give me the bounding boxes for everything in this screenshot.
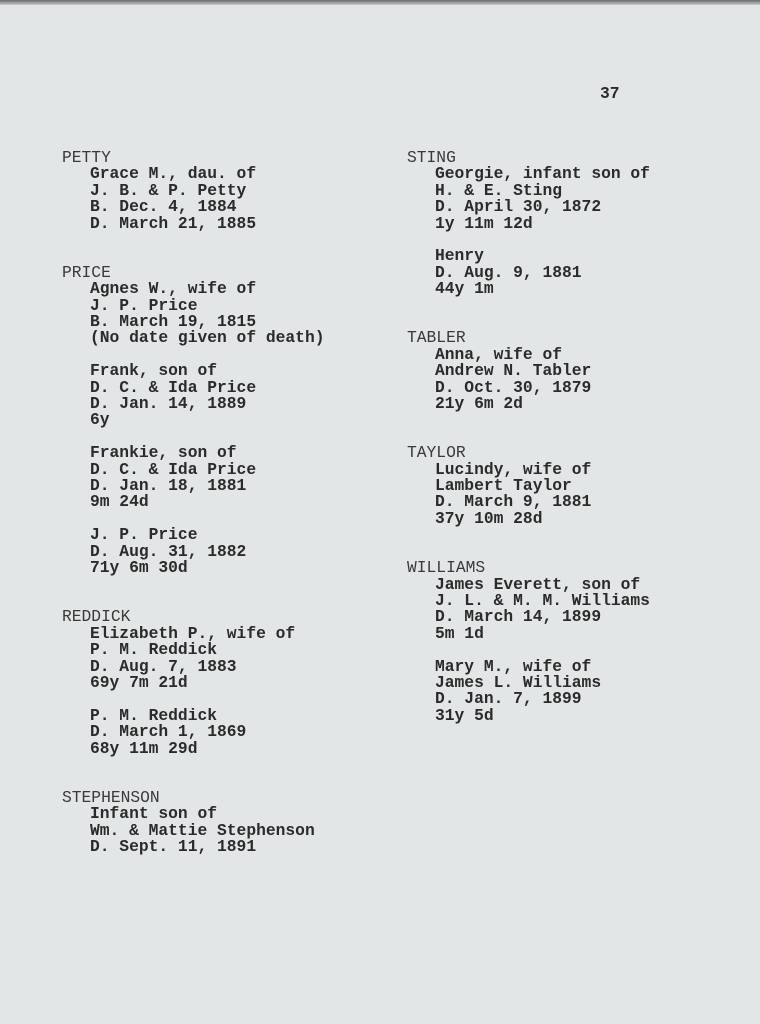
- entry-line: Wm. & Mattie Stephenson: [90, 820, 315, 840]
- entry-line: H. & E. Sting: [435, 180, 563, 200]
- entry-line: J. P. Price: [90, 295, 198, 315]
- entry-line: Mary M., wife of: [435, 656, 592, 676]
- entry-line: D. March 21, 1885: [90, 213, 257, 233]
- entry-line: Lucindy, wife of: [435, 459, 592, 479]
- surname-heading: STEPHENSON: [62, 787, 160, 807]
- entry-line: 71y 6m 30d: [90, 558, 188, 578]
- surname-heading: PRICE: [62, 262, 111, 282]
- burial-entry: [62, 806, 325, 855]
- entry-line: D. C. & Ida Price: [90, 459, 257, 479]
- page-top-edge: [0, 0, 760, 5]
- entry-line: 44y 1m: [435, 279, 494, 299]
- entry-line: Grace M., dau. of: [90, 164, 257, 184]
- entry-line: Lambert Taylor: [435, 476, 572, 496]
- surname-heading: STING: [407, 148, 456, 167]
- entry-line: 31y 5d: [435, 705, 494, 725]
- entry-line: J. B. & P. Petty: [90, 180, 247, 200]
- entry-line: Anna, wife of: [435, 344, 563, 364]
- entry-line: B. March 19, 1815: [90, 312, 257, 332]
- burial-entry: [407, 344, 650, 414]
- entry-line: D. Jan. 18, 1881: [90, 476, 247, 496]
- burial-entry: [407, 459, 650, 528]
- entry-line: 69y 7m 21d: [90, 672, 188, 692]
- entry-line: D. April 30, 1872: [435, 197, 602, 217]
- entry-line: 5m 1d: [435, 623, 484, 643]
- entry-line: 1y 11m 12d: [435, 213, 533, 233]
- surname-heading: TABLER: [407, 328, 466, 348]
- burial-entry: [407, 656, 650, 725]
- entry-line: James Everett, son of: [435, 574, 641, 594]
- family-record: [62, 262, 325, 578]
- family-record: [62, 787, 325, 856]
- entry-line: D. Oct. 30, 1879: [435, 377, 592, 397]
- entry-line: 6y: [90, 410, 110, 430]
- family-record: [407, 445, 650, 527]
- entry-line: D. Aug. 31, 1882: [90, 541, 247, 561]
- entry-line: Frankie, son of: [90, 443, 237, 463]
- entry-line: P. M. Reddick: [90, 640, 218, 660]
- entry-line: Georgie, infant son of: [435, 164, 650, 184]
- entry-line: 68y 11m 29d: [90, 738, 198, 758]
- entry-line: 21y 6m 2d: [435, 394, 523, 414]
- family-record: [62, 150, 325, 232]
- entry-line: James L. Williams: [435, 672, 602, 692]
- burial-entry: [62, 166, 325, 232]
- burial-entry: [407, 166, 650, 232]
- entry-line: J. L. & M. M. Williams: [435, 590, 650, 610]
- burial-entry: [62, 363, 325, 429]
- entry-line: D. March 14, 1899: [435, 607, 602, 627]
- entry-line: D. Aug. 7, 1883: [90, 656, 237, 676]
- entry-line: D. C. & Ida Price: [90, 377, 257, 397]
- entry-line: Andrew N. Tabler: [435, 361, 592, 381]
- entry-line: J. P. Price: [90, 525, 198, 545]
- burial-entry: [407, 248, 650, 297]
- entry-line: D. Jan. 7, 1899: [435, 689, 582, 709]
- entry-line: D. Jan. 14, 1889: [90, 394, 247, 414]
- right-column: [407, 150, 650, 757]
- surname-heading: WILLIAMS: [407, 558, 486, 578]
- burial-entry: [62, 527, 325, 576]
- entry-line: Elizabeth P., wife of: [90, 623, 296, 643]
- entry-line: D. March 9, 1881: [435, 492, 592, 512]
- entry-line: Infant son of: [90, 804, 218, 824]
- family-record: [62, 609, 325, 757]
- burial-entry: [62, 281, 325, 347]
- entry-line: Agnes W., wife of: [90, 279, 257, 299]
- surname-heading: PETTY: [62, 148, 111, 167]
- entry-line: 37y 10m 28d: [435, 508, 543, 528]
- left-column: [62, 150, 325, 888]
- burial-entry: [62, 623, 325, 692]
- entry-line: P. M. Reddick: [90, 705, 218, 725]
- entry-line: D. March 1, 1869: [90, 722, 247, 742]
- surname-heading: REDDICK: [62, 607, 131, 627]
- entry-line: Henry: [435, 246, 484, 266]
- entry-line: D. Aug. 9, 1881: [435, 262, 582, 282]
- family-record: [407, 560, 650, 724]
- entry-line: (No date given of death): [90, 328, 325, 348]
- family-record: [407, 330, 650, 412]
- entry-line: Frank, son of: [90, 361, 218, 381]
- burial-entry: [407, 574, 650, 643]
- burial-entry: [62, 445, 325, 511]
- surname-heading: TAYLOR: [407, 443, 466, 463]
- burial-entry: [62, 705, 325, 758]
- entry-line: B. Dec. 4, 1884: [90, 197, 237, 217]
- entry-line: D. Sept. 11, 1891: [90, 836, 257, 856]
- page-number: 37: [600, 84, 620, 103]
- family-record: [407, 150, 650, 298]
- entry-line: 9m 24d: [90, 492, 149, 512]
